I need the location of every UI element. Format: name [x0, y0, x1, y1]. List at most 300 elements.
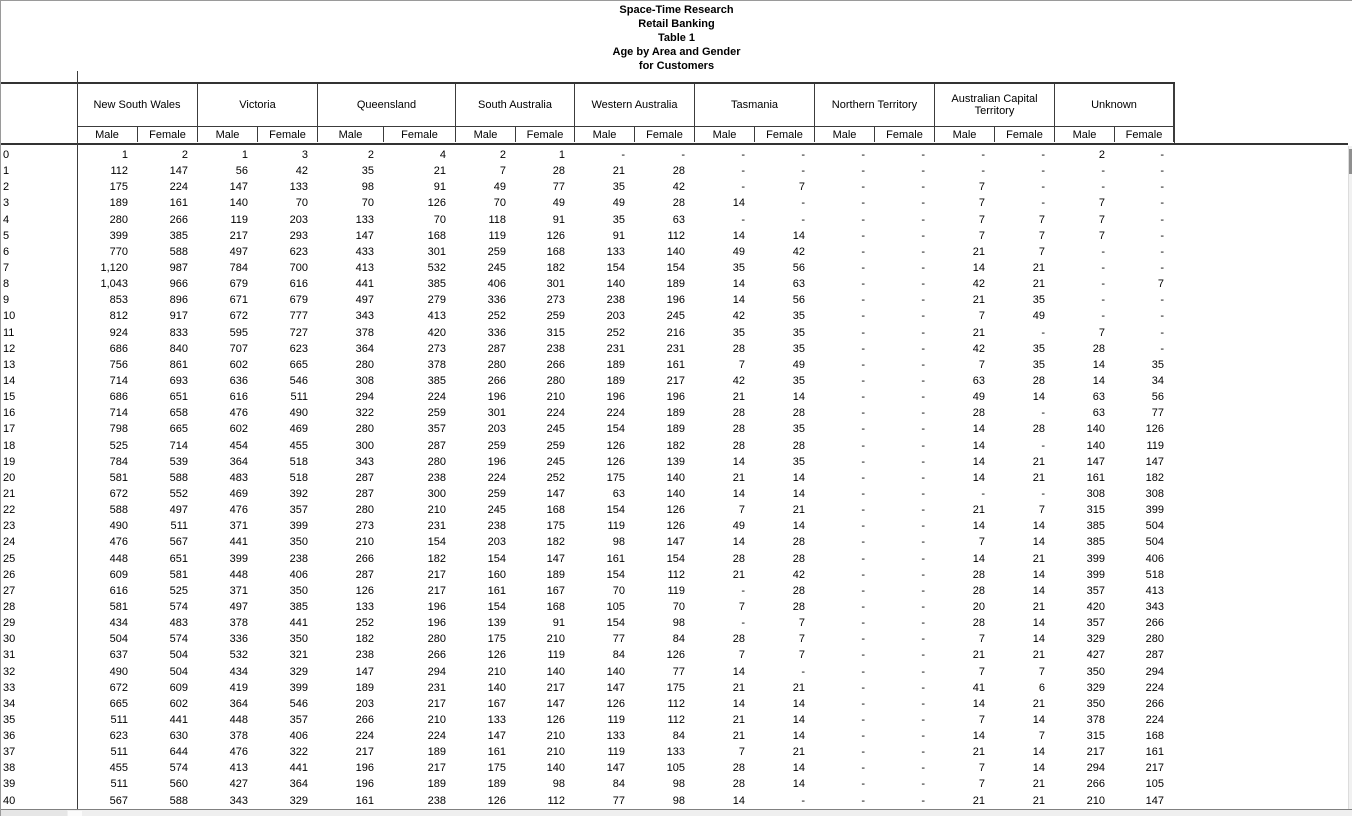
value-cell: 35 — [732, 326, 745, 339]
value-cell: 35 — [792, 374, 805, 387]
age-row-label: 8 — [3, 278, 10, 291]
value-cell: 28 — [732, 552, 745, 565]
value-cell: 35 — [361, 165, 374, 178]
value-cell: 434 — [109, 617, 128, 630]
value-cell: 497 — [229, 600, 248, 613]
value-cell: 287 — [1145, 649, 1164, 662]
value-cell: 189 — [427, 746, 446, 759]
value-cell: - — [921, 229, 925, 242]
value-cell: 238 — [606, 294, 625, 307]
value-cell: 182 — [355, 633, 374, 646]
value-cell: 42 — [732, 374, 745, 387]
value-cell: 182 — [546, 261, 565, 274]
value-cell: - — [921, 762, 925, 775]
value-cell: 7 — [1038, 730, 1045, 743]
value-cell: 28 — [972, 584, 985, 597]
value-cell: 224 — [427, 391, 446, 404]
gender-header-row — [77, 127, 1174, 142]
value-cell: 420 — [1086, 600, 1105, 613]
value-cell: 119 — [607, 520, 625, 533]
value-cell: 364 — [289, 778, 308, 791]
value-cell: 252 — [355, 617, 374, 630]
value-cell: 189 — [427, 778, 446, 791]
value-cell: 490 — [109, 520, 128, 533]
value-cell: 616 — [229, 391, 248, 404]
value-cell: - — [861, 326, 865, 339]
value-cell: - — [921, 584, 925, 597]
value-cell: 259 — [487, 439, 506, 452]
value-cell: 287 — [427, 439, 446, 452]
value-cell: 175 — [606, 471, 625, 484]
value-cell: 637 — [109, 649, 128, 662]
value-cell: 511 — [170, 520, 188, 533]
value-cell: 217 — [427, 762, 446, 775]
table-right-border — [1174, 84, 1175, 143]
value-cell: 21 — [433, 165, 446, 178]
value-cell: 672 — [229, 310, 248, 323]
value-cell: - — [921, 697, 925, 710]
value-cell: 399 — [229, 552, 248, 565]
value-cell: 14 — [1032, 746, 1045, 759]
value-cell: - — [921, 730, 925, 743]
value-cell: 546 — [289, 374, 308, 387]
value-cell: - — [861, 794, 865, 807]
gender-header-male: Male — [1055, 127, 1115, 142]
value-cell: 112 — [110, 165, 128, 178]
value-cell: 154 — [666, 552, 685, 565]
value-cell: 525 — [169, 584, 188, 597]
table-row — [1, 664, 1175, 680]
value-cell: 609 — [109, 568, 128, 581]
value-cell: 497 — [355, 294, 374, 307]
age-row-label: 31 — [3, 649, 16, 662]
value-cell: 343 — [1145, 600, 1164, 613]
value-cell: 21 — [612, 165, 625, 178]
value-cell: - — [921, 391, 925, 404]
value-cell: - — [861, 730, 865, 743]
value-cell: 14 — [792, 730, 805, 743]
value-cell: 140 — [1086, 423, 1105, 436]
value-cell: 42 — [972, 342, 985, 355]
value-cell: 336 — [487, 294, 506, 307]
value-cell: - — [861, 487, 865, 500]
value-cell: 14 — [732, 665, 745, 678]
value-cell: 35 — [792, 423, 805, 436]
value-cell: 504 — [1145, 536, 1164, 549]
value-cell: 7 — [738, 746, 745, 759]
table-row — [1, 615, 1175, 631]
value-cell: 217 — [427, 568, 446, 581]
value-cell: 28 — [972, 617, 985, 630]
value-cell: 140 — [229, 197, 248, 210]
value-cell: 7 — [1038, 229, 1045, 242]
value-cell: 182 — [546, 536, 565, 549]
value-cell: 118 — [488, 213, 506, 226]
value-cell: - — [1160, 213, 1164, 226]
value-cell: - — [1160, 149, 1164, 161]
value-cell: 679 — [289, 294, 308, 307]
value-cell: 413 — [229, 762, 248, 775]
gender-header-female: Female — [875, 127, 935, 142]
value-cell: 70 — [493, 197, 506, 210]
value-cell: 588 — [169, 794, 188, 807]
value-cell: 217 — [427, 697, 446, 710]
value-cell: 357 — [1086, 584, 1105, 597]
age-row-label: 21 — [3, 487, 16, 500]
value-cell: 14 — [732, 197, 745, 210]
title-line-organisation: Space-Time Research — [619, 4, 734, 16]
value-cell: - — [921, 213, 925, 226]
value-cell: 245 — [546, 423, 565, 436]
value-cell: 203 — [606, 310, 625, 323]
value-cell: 21 — [972, 504, 985, 517]
value-cell: 196 — [606, 391, 625, 404]
value-cell: 7 — [738, 358, 745, 371]
table-row — [1, 163, 1175, 179]
value-cell: 112 — [667, 568, 685, 581]
value-cell: 35 — [732, 261, 745, 274]
value-cell: 308 — [355, 374, 374, 387]
value-cell: 245 — [487, 504, 506, 517]
value-cell: 147 — [546, 552, 565, 565]
value-cell: 70 — [361, 197, 374, 210]
value-cell: 147 — [546, 697, 565, 710]
value-cell: 2 — [1098, 149, 1105, 161]
value-cell: 63 — [792, 278, 805, 291]
value-cell: 140 — [487, 681, 506, 694]
value-cell: - — [861, 649, 865, 662]
age-row-label: 34 — [3, 697, 16, 710]
value-cell: 14 — [792, 520, 805, 533]
value-cell: 490 — [109, 665, 128, 678]
value-cell: 14 — [1032, 617, 1045, 630]
report-title-block — [1, 3, 1352, 73]
table-row — [1, 454, 1175, 470]
value-cell: - — [921, 294, 925, 307]
value-cell: 441 — [289, 762, 308, 775]
gender-header-male: Male — [935, 127, 995, 142]
value-cell: 707 — [229, 342, 248, 355]
value-cell: - — [1160, 261, 1164, 274]
value-cell: 378 — [427, 358, 446, 371]
value-cell: - — [801, 213, 805, 226]
value-cell: - — [741, 165, 745, 178]
value-cell: 7 — [1038, 213, 1045, 226]
gender-header-female: Female — [138, 127, 198, 142]
value-cell: 14 — [1032, 536, 1045, 549]
gender-header-female: Female — [755, 127, 815, 142]
value-cell: 497 — [229, 245, 248, 258]
value-cell: 14 — [972, 455, 985, 468]
value-cell: 175 — [546, 520, 565, 533]
value-cell: - — [1101, 165, 1105, 178]
gender-header-male: Male — [575, 127, 635, 142]
value-cell: - — [921, 600, 925, 613]
value-cell: 651 — [169, 391, 188, 404]
value-cell: 231 — [606, 342, 625, 355]
value-cell: 833 — [169, 326, 188, 339]
value-cell: - — [861, 310, 865, 323]
title-line-table-number: Table 1 — [657, 32, 696, 44]
age-row-label: 20 — [3, 471, 16, 484]
value-cell: 28 — [732, 423, 745, 436]
value-cell: 1,043 — [100, 278, 128, 291]
age-row-label: 27 — [3, 584, 16, 597]
value-cell: 357 — [1086, 617, 1105, 630]
value-cell: 441 — [229, 536, 248, 549]
value-cell: 532 — [427, 261, 446, 274]
value-cell: 504 — [169, 665, 188, 678]
value-cell: 147 — [355, 665, 374, 678]
value-cell: 161 — [666, 358, 685, 371]
value-cell: 448 — [109, 552, 128, 565]
value-cell: 3 — [301, 149, 308, 161]
age-row-label: 11 — [3, 326, 15, 339]
value-cell: 644 — [169, 746, 188, 759]
value-cell: 133 — [289, 181, 308, 194]
value-cell: 7 — [1038, 245, 1045, 258]
value-cell: - — [861, 536, 865, 549]
value-cell: 217 — [546, 681, 565, 694]
value-cell: 112 — [667, 713, 685, 726]
value-cell: 14 — [792, 697, 805, 710]
value-cell: 238 — [289, 552, 308, 565]
value-cell: - — [861, 181, 865, 194]
value-cell: - — [801, 165, 805, 178]
value-cell: 784 — [229, 261, 248, 274]
age-row-label: 14 — [3, 374, 16, 387]
value-cell: 41 — [972, 681, 985, 694]
value-cell: 28 — [972, 568, 985, 581]
value-cell: 42 — [972, 278, 985, 291]
value-cell: 21 — [1032, 778, 1045, 791]
value-cell: 294 — [427, 665, 446, 678]
value-cell: 280 — [355, 358, 374, 371]
table-row — [1, 389, 1175, 405]
value-cell: 217 — [1086, 746, 1105, 759]
value-cell: 357 — [289, 504, 308, 517]
table-row — [1, 712, 1175, 728]
value-cell: 14 — [732, 294, 745, 307]
value-cell: 35 — [792, 455, 805, 468]
age-row-label: 22 — [3, 504, 16, 517]
value-cell: 28 — [732, 762, 745, 775]
value-cell: 469 — [229, 487, 248, 500]
value-cell: 126 — [355, 584, 374, 597]
value-cell: 238 — [427, 794, 446, 807]
value-cell: 300 — [355, 439, 374, 452]
value-cell: 7 — [978, 197, 985, 210]
age-row-label: 18 — [3, 439, 16, 452]
table-row — [1, 696, 1175, 712]
value-cell: 329 — [1086, 681, 1105, 694]
value-cell: - — [1041, 181, 1045, 194]
value-cell: 2 — [181, 149, 188, 161]
age-row-label: 17 — [3, 423, 16, 436]
value-cell: 259 — [546, 310, 565, 323]
value-cell: 140 — [666, 471, 685, 484]
value-cell: 294 — [355, 391, 374, 404]
age-row-label: 4 — [3, 213, 10, 226]
age-row-label: 39 — [3, 778, 16, 791]
value-cell: 693 — [169, 374, 188, 387]
value-cell: - — [1160, 310, 1164, 323]
value-cell: - — [861, 504, 865, 517]
value-cell: 77 — [672, 665, 685, 678]
gender-header-male: Male — [77, 127, 138, 142]
value-cell: 161 — [169, 197, 188, 210]
value-cell: - — [861, 665, 865, 678]
value-cell: - — [1041, 326, 1045, 339]
value-cell: 266 — [169, 213, 188, 226]
value-cell: 294 — [1145, 665, 1164, 678]
age-row-label: 9 — [3, 294, 10, 307]
value-cell: 665 — [109, 697, 128, 710]
age-row-label: 23 — [3, 520, 16, 533]
value-cell: 350 — [289, 536, 308, 549]
value-cell: 364 — [229, 697, 248, 710]
value-cell: 7 — [499, 165, 506, 178]
value-cell: - — [1160, 326, 1164, 339]
value-cell: 210 — [546, 746, 565, 759]
value-cell: 665 — [289, 358, 308, 371]
value-cell: 210 — [1086, 794, 1105, 807]
value-cell: 7 — [1157, 278, 1164, 291]
gender-header-female: Female — [1115, 127, 1174, 142]
value-cell: 161 — [1145, 746, 1164, 759]
value-cell: 273 — [546, 294, 565, 307]
age-row-label: 2 — [3, 181, 10, 194]
value-cell: 21 — [1032, 697, 1045, 710]
value-cell: 112 — [547, 794, 565, 807]
value-cell: - — [861, 165, 865, 178]
value-cell: 433 — [355, 245, 374, 258]
value-cell: 147 — [1145, 455, 1164, 468]
value-cell: 756 — [109, 358, 128, 371]
value-cell: 161 — [355, 794, 374, 807]
value-cell: 266 — [355, 552, 374, 565]
value-cell: 14 — [732, 455, 745, 468]
value-cell: 28 — [732, 439, 745, 452]
value-cell: 525 — [109, 439, 128, 452]
value-cell: 1 — [121, 149, 128, 161]
value-cell: 14 — [732, 794, 745, 807]
value-cell: 49 — [972, 391, 985, 404]
value-cell: - — [741, 213, 745, 226]
value-cell: - — [861, 713, 865, 726]
table-row — [1, 421, 1175, 437]
value-cell: 14 — [1032, 520, 1045, 533]
value-cell: 280 — [1145, 633, 1164, 646]
value-cell: 70 — [612, 584, 625, 597]
value-cell: 301 — [546, 278, 565, 291]
value-cell: 140 — [666, 245, 685, 258]
horizontal-scrollbar-thumb[interactable] — [68, 811, 82, 816]
value-cell: 378 — [355, 326, 374, 339]
value-cell: 133 — [606, 245, 625, 258]
table-row — [1, 583, 1175, 599]
value-cell: 98 — [552, 778, 565, 791]
value-cell: - — [861, 552, 865, 565]
value-cell: 161 — [1086, 471, 1105, 484]
value-cell: - — [921, 617, 925, 630]
value-cell: 175 — [487, 633, 506, 646]
value-cell: 658 — [169, 407, 188, 420]
value-cell: 98 — [361, 181, 374, 194]
value-cell: 161 — [487, 746, 506, 759]
table-row — [1, 776, 1175, 792]
value-cell: 126 — [487, 649, 506, 662]
value-cell: 2 — [499, 149, 506, 161]
value-cell: 154 — [606, 617, 625, 630]
value-cell: 49 — [732, 520, 745, 533]
value-cell: 7 — [1098, 197, 1105, 210]
value-cell: 672 — [109, 487, 128, 500]
value-cell: - — [1041, 149, 1045, 161]
horizontal-scrollbar[interactable] — [1, 810, 1352, 816]
value-cell: 189 — [487, 778, 506, 791]
region-header-unknown: Unknown — [1055, 84, 1174, 127]
value-cell: 224 — [169, 181, 188, 194]
value-cell: 126 — [546, 713, 565, 726]
vertical-scrollbar[interactable] — [1348, 146, 1352, 816]
value-cell: - — [1101, 294, 1105, 307]
value-cell: 147 — [546, 487, 565, 500]
age-row-label: 10 — [3, 310, 16, 323]
value-cell: 14 — [792, 487, 805, 500]
value-cell: 616 — [109, 584, 128, 597]
horizontal-scrollbar-track[interactable] — [1, 810, 67, 816]
value-cell: 28 — [732, 778, 745, 791]
value-cell: 98 — [672, 778, 685, 791]
value-cell: 63 — [972, 374, 985, 387]
value-cell: 49 — [732, 245, 745, 258]
value-cell: 385 — [1086, 520, 1105, 533]
value-cell: 35 — [612, 213, 625, 226]
value-cell: 280 — [355, 423, 374, 436]
value-cell: - — [1160, 197, 1164, 210]
value-cell: 217 — [427, 584, 446, 597]
value-cell: 727 — [289, 326, 308, 339]
value-cell: 133 — [666, 746, 685, 759]
value-cell: - — [621, 149, 625, 161]
table-row — [1, 567, 1175, 583]
age-row-label: 6 — [3, 245, 10, 258]
corner-cell — [1, 84, 77, 127]
value-cell: 427 — [1086, 649, 1105, 662]
value-cell: - — [1160, 165, 1164, 178]
value-cell: 280 — [427, 455, 446, 468]
value-cell: 7 — [738, 600, 745, 613]
region-header-south-australia: South Australia — [456, 84, 575, 127]
age-row-label: 24 — [3, 536, 16, 549]
value-cell: 623 — [289, 342, 308, 355]
gender-header-male: Male — [456, 127, 516, 142]
value-cell: 21 — [972, 245, 985, 258]
value-cell: 160 — [487, 568, 506, 581]
value-cell: 21 — [792, 681, 805, 694]
value-cell: - — [921, 681, 925, 694]
value-cell: 441 — [289, 617, 308, 630]
value-cell: 42 — [792, 245, 805, 258]
value-cell: 154 — [606, 568, 625, 581]
value-cell: - — [861, 455, 865, 468]
value-cell: 504 — [109, 633, 128, 646]
value-cell: 7 — [978, 213, 985, 226]
value-cell: 609 — [169, 681, 188, 694]
age-row-label: 7 — [3, 261, 10, 274]
value-cell: 301 — [487, 407, 506, 420]
